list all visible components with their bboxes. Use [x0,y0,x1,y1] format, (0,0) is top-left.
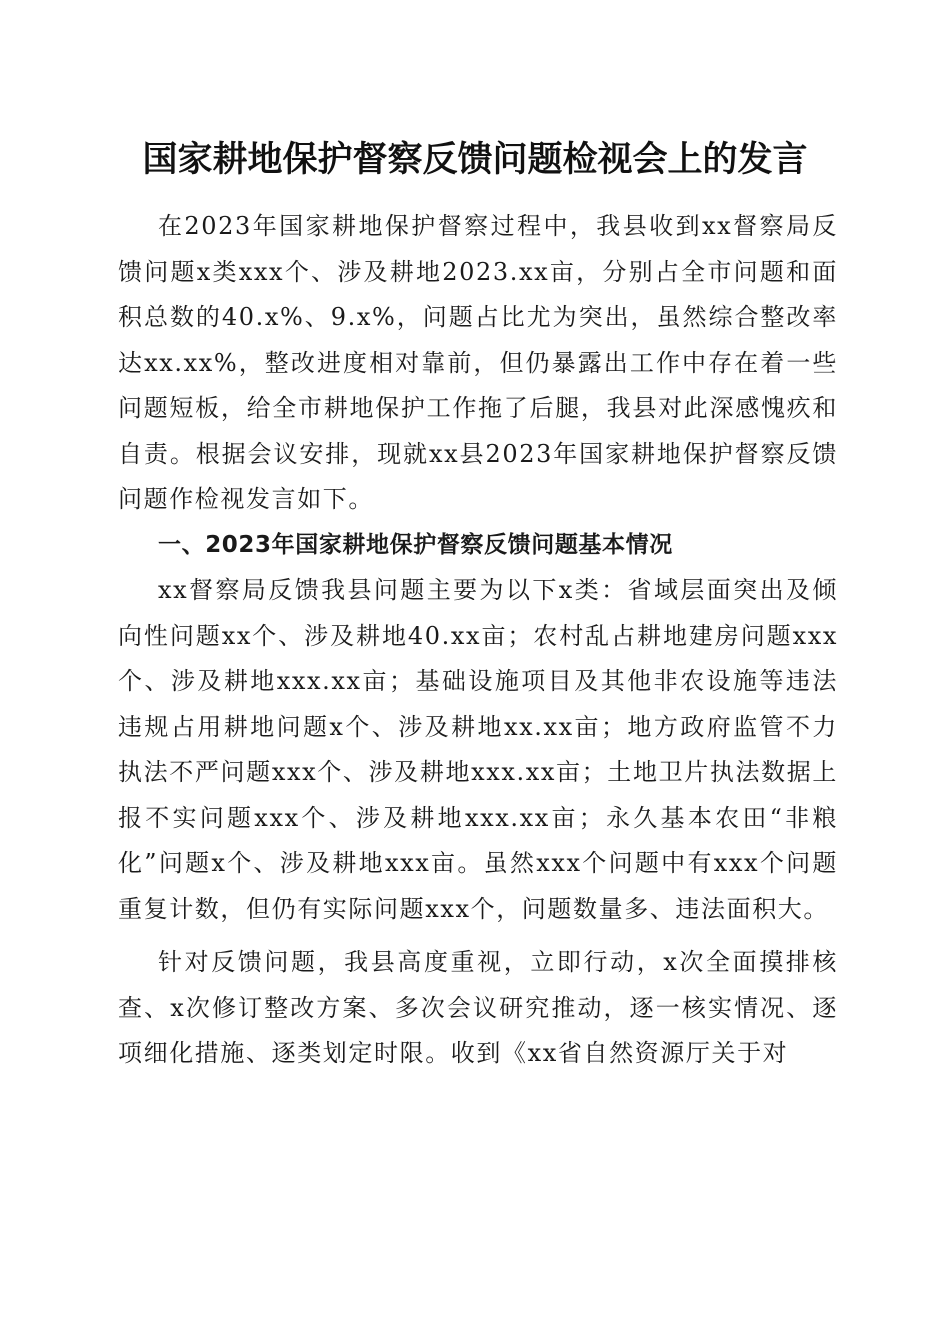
section-paragraph: 针对反馈问题，我县高度重视，立即行动，x次全面摸排核查、x次修订整改方案、多次会议研究推动，逐一核实情况、逐项细化措施、逐类划定时限。收到《xx省自然资源厅关于对 [118,948,838,1067]
section-paragraph: xx督察局反馈我县问题主要为以下x类：省域层面突出及倾向性问题xx个、涉及耕地40.xx亩；农村乱占耕地建房问题xxx个、涉及耕地xxx.xx亩；基础设施项目及其他非农设施等违法违规占用耕地问题x个、涉及耕地xx.xx亩；地方政府监管不力执法不严问题xxx个、涉及耕地xxx.xx亩；土地卫片执法数据上报不实问题xxx个、涉及耕地xxx.xx亩；永久基本农田“非粮化”问题x个、涉及耕地xxx亩。虽然xxx个问题中有xxx个问题重复计数，但仍有实际问题xxx个，问题数量多、违法面积大。 [118,576,838,923]
document-title: 国家耕地保护督察反馈问题检视会上的发言 [142,139,808,180]
document-body [118,204,838,1077]
section-heading: 一、2023年国家耕地保护督察反馈问题基本情况 [158,531,673,558]
intro-paragraph: 在2023年国家耕地保护督察过程中，我县收到xx督察局反馈问题x类xxx个、涉及耕地2023.xx亩，分别占全市问题和面积总数的40.x%、9.x%，问题占比尤为突出，虽然综合整改率达xx.xx%，整改进度相对靠前，但仍暴露出工作中存在着一些问题短板，给全市耕地保护工作拖了后腿，我县对此深感愧疚和自责。根据会议安排，现就xx县2023年国家耕地保护督察反馈问题作检视发言如下。 [118,212,838,513]
